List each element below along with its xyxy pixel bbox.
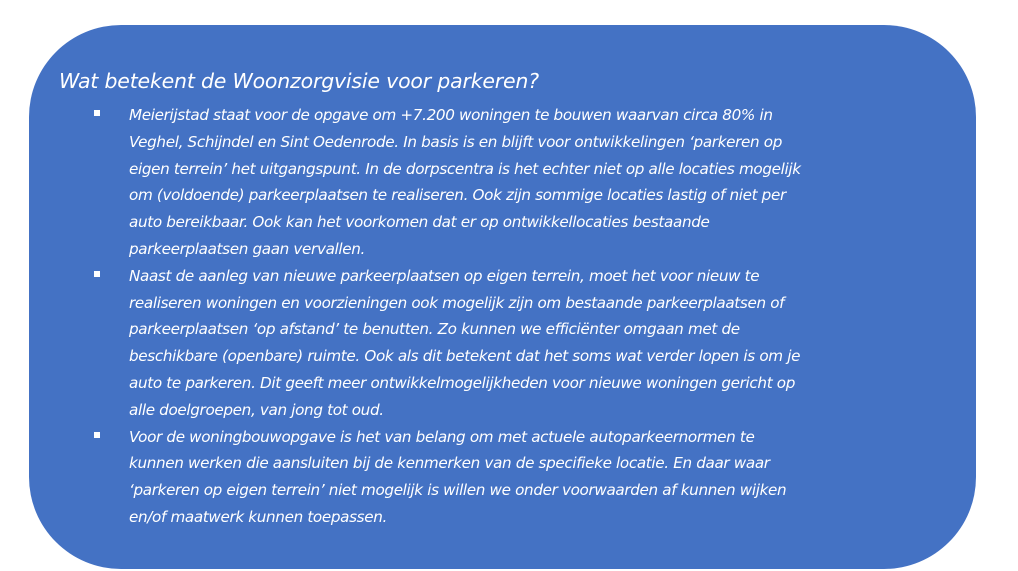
square-bullet-icon: [94, 110, 100, 116]
item-text-line: kunnen werken die aansluiten bij de kenmerken van de specifieke locatie. En daar waar: [129, 454, 770, 473]
item-text-line: om (voldoende) parkeerplaatsen te realiseren. Ook zijn sommige locaties lastig of niet per: [129, 186, 786, 205]
item-text-line: alle doelgroepen, van jong tot oud.: [129, 400, 384, 419]
item-text-line: beschikbare (openbare) ruimte. Ook als dit betekent dat het soms wat verder lopen is om je: [129, 347, 801, 366]
list-item: [29, 263, 889, 424]
box-title: Wat betekent de Woonzorgvisie voor parkeren?: [59, 69, 539, 93]
item-text-line: auto bereikbaar. Ook kan het voorkomen dat er op ontwikkellocaties bestaande: [129, 213, 710, 232]
item-text-line: auto te parkeren. Dit geeft meer ontwikkelmogelijkheden voor nieuwe woningen gericht op: [129, 373, 796, 392]
item-text-line: parkeerplaatsen ‘op afstand’ te benutten. Zo kunnen we efficiënter omgaan met de: [129, 320, 740, 339]
item-text-line: eigen terrein’ het uitgangspunt. In de dorpscentra is het echter niet op alle locaties mogelijk: [129, 159, 801, 178]
item-text-line: en/of maatwerk kunnen toepassen.: [129, 507, 387, 526]
list-item: [29, 424, 889, 531]
item-text-line: parkeerplaatsen gaan vervallen.: [129, 239, 366, 258]
item-text-line: Veghel, Schijndel en Sint Oedenrode. In basis is en blijft voor ontwikkelingen ‘parkeren op: [129, 132, 783, 151]
bullet-list: [29, 102, 889, 531]
square-bullet-icon: [94, 271, 100, 277]
item-text-line: Voor de woningbouwopgave is het van belang om met actuele autoparkeernormen te: [129, 427, 755, 446]
square-bullet-icon: [94, 432, 100, 438]
item-text-line: Meierijstad staat voor de opgave om +7.200 woningen te bouwen waarvan circa 80% in: [129, 106, 773, 124]
info-box: [29, 25, 976, 569]
list-item: [29, 102, 889, 263]
item-text-line: ‘parkeren op eigen terrein’ niet mogelijk is willen we onder voorwaarden af kunnen wijken: [129, 481, 787, 500]
item-text-line: Naast de aanleg van nieuwe parkeerplaatsen op eigen terrein, moet het voor nieuw te: [129, 266, 760, 285]
item-text-line: realiseren woningen en voorzieningen ook mogelijk zijn om bestaande parkeerplaatsen of: [129, 293, 785, 312]
